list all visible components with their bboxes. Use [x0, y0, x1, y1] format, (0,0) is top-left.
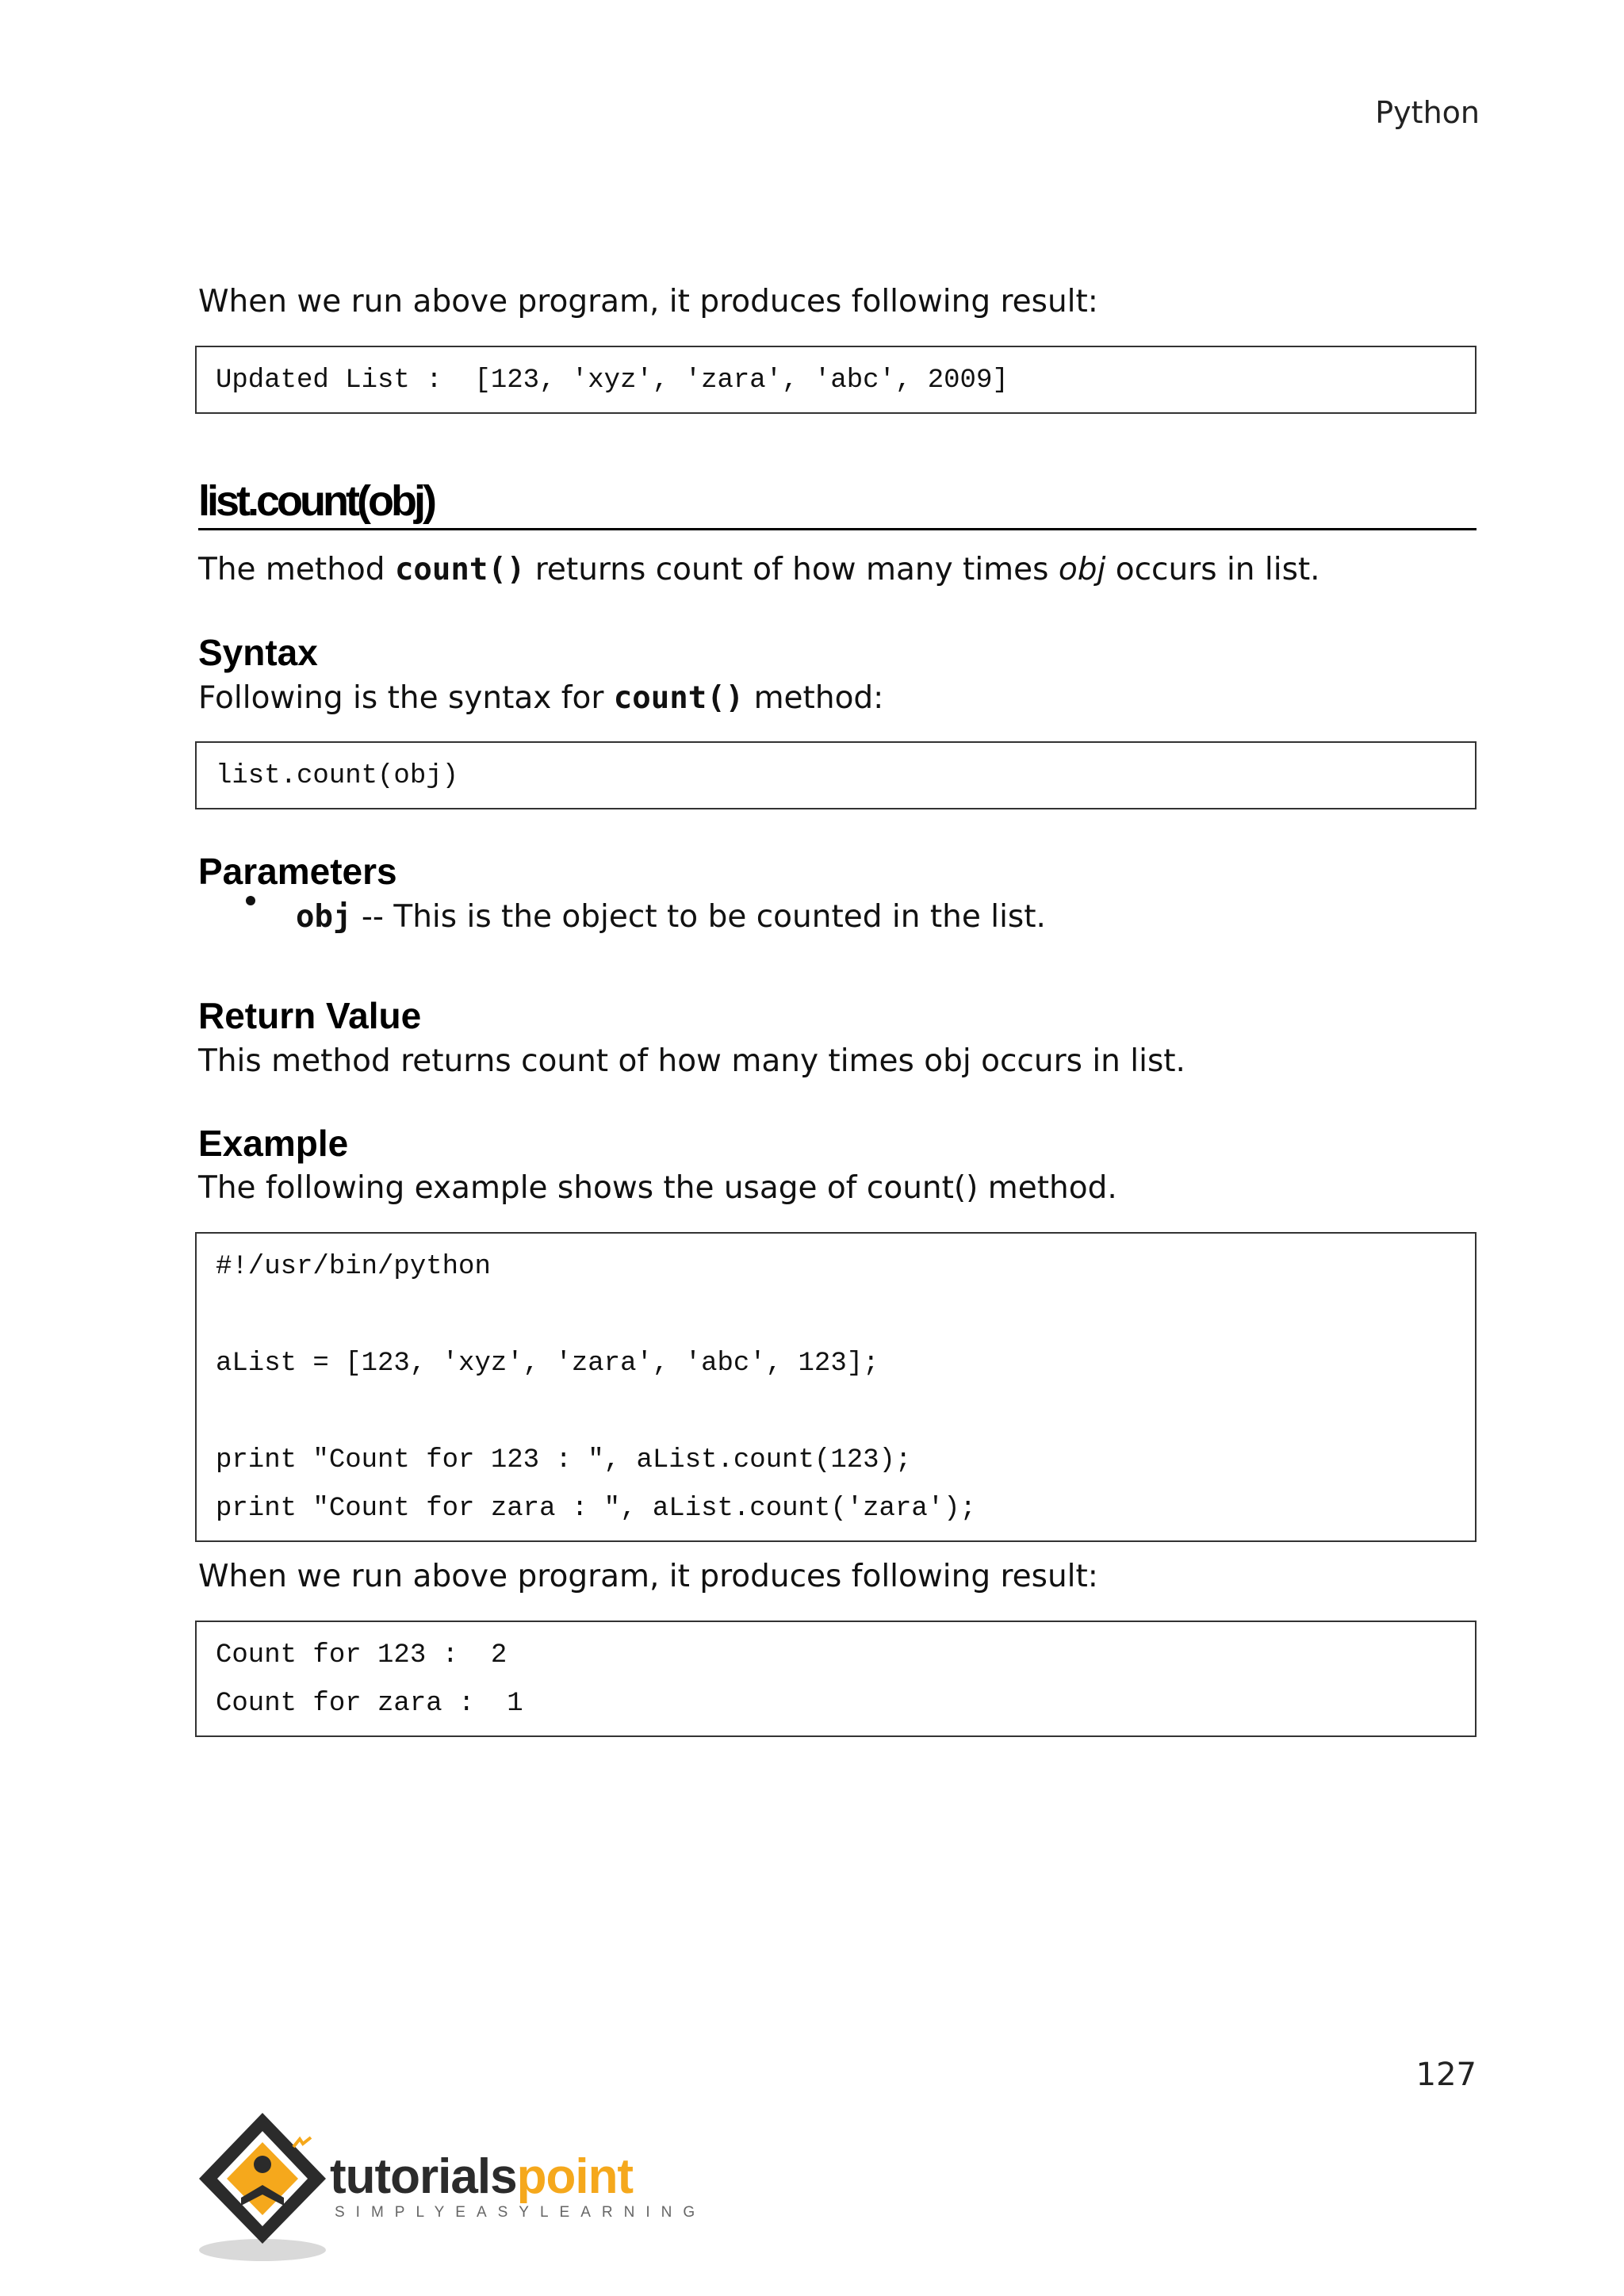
code-line: Count for zara : 1	[216, 1689, 523, 1719]
syntax-text: Following is the syntax for count() method:	[198, 680, 884, 716]
running-header: Python	[1375, 95, 1480, 130]
logo-wordmark: tutorialspoint	[330, 2149, 634, 2204]
example-heading: Example	[198, 1123, 349, 1164]
parameters-heading: Parameters	[198, 851, 397, 892]
syntax-heading: Syntax	[198, 632, 318, 673]
section-title: list.count(obj)	[198, 477, 1477, 530]
code-line: print "Count for 123 : ", aList.count(123);	[216, 1445, 912, 1475]
example-result-text: When we run above program, it produces following result:	[198, 1559, 1098, 1594]
code-line: print "Count for zara : ", aList.count('zara');	[216, 1494, 976, 1524]
example-codebox	[195, 1232, 1477, 1542]
code-line: #!/usr/bin/python	[216, 1252, 491, 1282]
intro-result-text: When we run above program, it produces following result:	[198, 284, 1098, 320]
parameter-item: obj -- This is the object to be counted in the list.	[296, 899, 1046, 935]
section-description: The method count() returns count of how many times obj occurs in list.	[198, 552, 1320, 587]
logo-emblem-icon	[195, 2109, 330, 2267]
logo-tagline: SIMPLYEASYLEARNING	[335, 2204, 707, 2221]
code-line: aList = [123, 'xyz', 'zara', 'abc', 123];	[216, 1349, 879, 1379]
bullet-icon	[246, 896, 255, 905]
code-line: list.count(obj)	[216, 761, 459, 791]
return-value-text: This method returns count of how many times obj occurs in list.	[198, 1043, 1185, 1079]
example-result-codebox	[195, 1621, 1477, 1737]
page-number: 127	[1415, 2057, 1477, 2093]
syntax-codebox	[195, 741, 1477, 809]
code-line: Count for 123 : 2	[216, 1640, 508, 1670]
code-line	[216, 1388, 1475, 1437]
example-text: The following example shows the usage of count() method.	[198, 1170, 1117, 1206]
return-value-heading: Return Value	[198, 995, 422, 1036]
intro-result-codebox	[195, 346, 1477, 414]
code-line	[216, 1292, 1475, 1340]
code-line: Updated List : [123, 'xyz', 'zara', 'abc', 2009]	[216, 365, 1009, 396]
tutorialspoint-logo	[195, 2109, 750, 2267]
